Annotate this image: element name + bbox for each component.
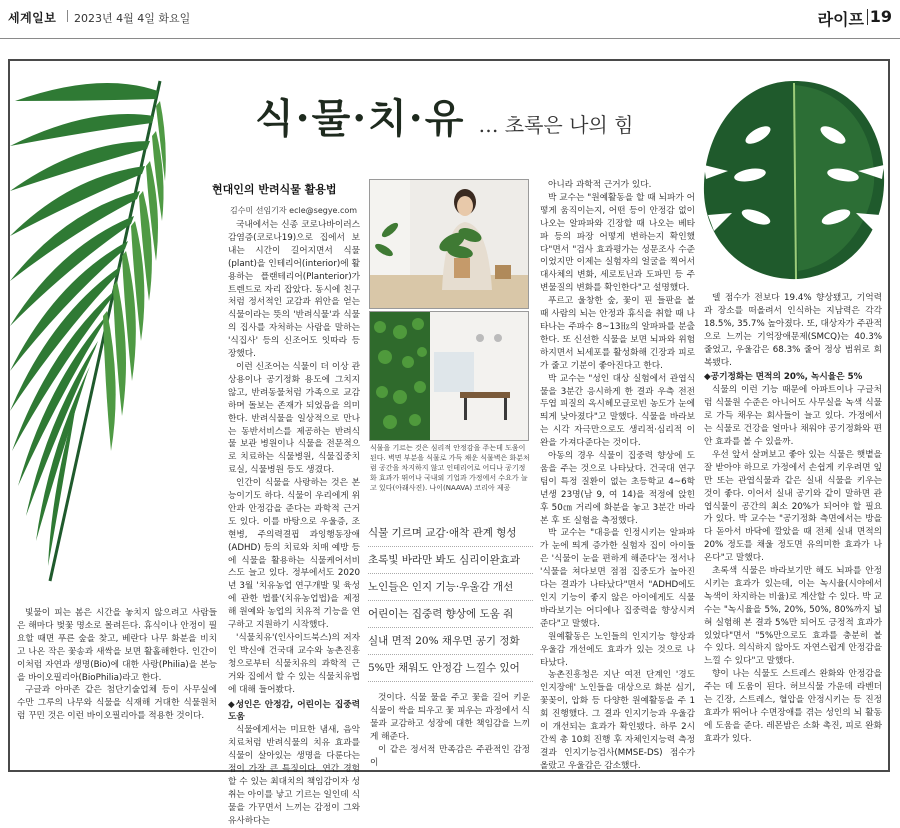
paragraph: 국내에서는 신종 코로나바이러스 감염증(코로나19)으로 집에서 보내는 시간이 길어지면서 식물(plant)을 인테리어(interior)에 활용하는 플랜테리어(Planterior)가 트렌드로 자리 잡았다. 동시에 친구처럼 정서적인 교감과 위안을 얻는 식물이라는 뜻의 '반려식물'과 식물의 집사를 자처하는 사람을 말하는 '식집사' 등의 신조어도 잇따라 등장했다. [228, 220, 360, 360]
subheading: ◆공기정화는 면적의 20%, 녹시율은 5% [704, 372, 863, 383]
pull-quote [368, 520, 533, 682]
paragraph: 박 교수는 "원예활동을 할 때 뇌파가 어떻게 움직이는지, 어떤 등이 안정감 없이 나오는 알파파와 긴장할 때 나오는 베타파 등의 파장 어떻게 변하는지 확인했다"면서 "검사 효과평가는 성문조사 수준이었지만 이제는 실험자의 얼굴을 찍어서 대사체의 변화, 세로토닌과 도파민 등 주변물질의 변화를 확인한다"고 설명했다. [540, 192, 695, 294]
pull-quote-line: 어린이는 집중력 향상에 도움 줘 [368, 601, 533, 628]
caption-text: 식물을 기르는 것은 심리적 안정감을 주는데 도움이 된다. 벽면 부분을 식물로 가득 채운 식물벽은 화분처럼 공간을 차지하지 않고 인테리어로 어디나 공기정화 효과가 뛰어나 국내외 기업과 가정에서 수요가 늘고 있다(아래사진). [370, 444, 530, 492]
paragraph: 식물의 이런 기능 때문에 아파트이나 구글처럼 식물원 수준은 아니어도 사무실을 녹색 식물로 가득 채우는 회사들이 늘고 있다. 가정에서는 식물로 건강을 얼마나 채워야 공기정화와 편안 효과를 볼 수 있을까. [704, 385, 882, 447]
paragraph: 델 점수가 전보다 19.4% 향상됐고, 기억력과 장소를 떠올려서 인식하는 지남력은 각각 18.5%, 35.7% 높아졌다. 또, 대상자가 주관적으로 느끼는 기억장애문제(SMCQ)는 40.3% 줄었고, 우울감은 68.3% 줄어 정상 범위로 회복됐다. [704, 293, 882, 368]
article-title: 식·물·치·유 [255, 95, 466, 142]
byline: 김수미 선임기자 ecle@segye.com [230, 206, 358, 215]
paragraph: 향이 나는 식물도 스트레스 완화와 안정감을 주는 데 도움이 된다. 허브식물 가운데 라벤더는 긴장, 스트레스, 혈압을 안정시키는 등 진정효과가 뛰어나 수면장애를 겪는 성인의 뇌 활동에 도움을 준다. 레몬밤은 소화 촉진, 피로 완화 효과가 있다. [704, 669, 882, 744]
header-divider [67, 10, 68, 22]
paragraph: 이런 신조어는 식물이 더 이상 관상용이나 공기정화 용도에 그치지 않고, 반려동물처럼 가족으로 교감하며 돌보는 존재가 되었음을 의미한다. 반려식물을 일상적으로 만나는 동반서비스를 제공하는 반려식물 보관 병원이나 식물을 전문적으로 치료하는 식물병원, 식물집중치료실, 식물병원 등도 생겼다. [228, 361, 360, 476]
paragraph: 식물에게서는 미묘한 냄새, 음악치료처럼 반려식물의 치유 효과를 식물이 살아있는 생명을 다룬다는 점이 가장 큰 특징이다. 연간 경험할 수 있는 최대치의 책임감이자 성취는 아이를 낳고 기르는 일인데 식물을 가꾸면서 느끼는 감정이 그와 유사하다는 [228, 725, 360, 826]
text-column-b-tail [370, 692, 530, 768]
page-header [0, 0, 900, 39]
palm-leaf-icon [10, 61, 170, 601]
paragraph: 푸르고 울창한 숲, 꽃이 핀 들판을 볼 때 사람의 뇌는 안정과 휴식을 취할 때 나타나는 주파수 8~13㎐의 알파파를 분출한다. 또 신선한 식물을 보면 뇌파와 위험하지면서 뇌세포를 활성화해 긴장과 피로가 줄고 기분이 좋아진다고 한다. [540, 296, 695, 371]
photo-woman-plants [369, 179, 529, 309]
pull-quote-line: 노인들은 인지 기능·우울감 개선 [368, 574, 533, 601]
paragraph: 것이다. 식물 물을 주고 꽃을 길어 키운 식물이 싹을 틔우고 꽃 피우는 과정에서 식물과 교감하고 성장에 대한 책임감을 느끼게 해준다. [370, 693, 530, 742]
text-column-c [704, 292, 882, 768]
paragraph: 우선 앞서 살펴보고 좋아 있는 식물은 햇볕을 잘 받아야 하므로 가정에서 손쉽게 키우려면 잎만 또는 관엽식물과 같은 실내 식물을 키우는 것이 좋다. 이어서 실내 공기와 같이 말하면 관엽식물이 공간의 최소 20%가 되어야 할 필요가 있다. 박 교수는 "공기정화 측면에서는 방을 다 돋아서 바닥에 깔았을 때 전체 실내 면적의 20% 정도를 채울 정도면 유의미한 효과가 나온다"고 말했다. [704, 449, 882, 564]
section-name: 라이프 [817, 10, 864, 29]
paragraph: 농촌진흥청은 지난 여전 단계인 '경도인지장애' 노인들을 대상으로 화분 심기, 꽃꽂이, 압화 등 다양한 원예활동을 주 1회 진행했다. 그 결과 인지기능과 우울감이 개선되는 효과가 확인됐다. 하루 2시간씩 총 10회 진행 후 자체인지능력 측정 결과 인지기능검사(MMSE-DS) 점수가 올랐고 우울감은 감소했다. [540, 670, 695, 771]
text-column-left [17, 607, 217, 767]
paragraph: 구글과 아마존 같은 첨단기술업체 등이 사무실에 수만 그루의 나무와 식물을 식재해 거대한 식물원처럼 꾸민 것은 이런 바이오필리아를 적용한 것이다. [17, 685, 217, 722]
photo-caption [370, 443, 530, 493]
paragraph: 박 교수는 "성인 대상 실험에서 관엽식물을 3분간 응시하게 한 결과 우측 전전두엽 피질의 옥시헤모글로빈 농도가 눈에 띄게 낮아졌다"고 말했다. 식물을 바라보는 시각 자극만으로도 생리적·심리적 이완을 가져다준다는 것이다. [540, 373, 695, 449]
text-column-a [228, 219, 360, 826]
paragraph: '식물치유'(인사이드북스)의 저자인 박신애 건국대 교수와 농촌진흥청으로부터 식물치유의 과학적 근거와 집에서 할 수 있는 식물치유법에 대해 들어봤다. [228, 633, 360, 695]
paragraph: 인간이 식물을 사랑하는 것은 본능이기도 하다. 식물이 우리에게 위안과 안정감을 준다는 과학적 근거도 있다. 이를 바탕으로 우울증, 조현병, 주의력결핍 과잉행동장애(ADHD) 등의 치료와 치매 예방 등에 식물을 활용하는 식물케어서비스도 늘고 있다. 정부에서도 2020년 3월 '치유농업 연구개발 및 육성에 관한 법률'(치유농업법)을 제정해 원예와 농업의 치유적 기능을 연구하고 지원하기 시작했다. [228, 478, 360, 631]
pull-quote-line: 초록빛 바라만 봐도 심리이완효과 [368, 547, 533, 574]
page-number: 19 [869, 7, 892, 26]
article-kicker: 현대인의 반려식물 활용법 [212, 183, 337, 196]
paragraph: 빛물이 피는 봄은 시간을 놓치지 않으려고 사람들은 해마다 벚꽃 명소로 몰려든다. 휴식이나 안정이 필요할 때면 푸른 숲을 찾고, 베란다 나무 화분을 비치고 나온 작은 꽃송과 새싹을 보면 활홀해한다. 인간이 이처럼 자연과 생명(Bio)에 대한 사랑(Philia)을 본능을 바이오필리아(BioPhilia)라고 한다. [17, 608, 217, 683]
pull-quote-line: 실내 면적 20% 채우면 공기 정화 [368, 628, 533, 655]
newspaper-name: 세계일보 [8, 11, 57, 25]
paragraph: 이 같은 정서적 만족감은 주관적인 감정이 [370, 744, 530, 768]
photo-green-wall [369, 311, 529, 441]
paragraph: 아동의 경우 식물이 집중력 향상에 도움을 주는 것으로 나타났다. 건국대 연구팀이 특정 질환이 없는 초등학교 4~6학년생 23명(남 9, 여 14)을 적정에 앉힌 후 50㎝ 거리에 화분을 놓고 3분간 바라본 후 또 실험을 측정했다. [540, 451, 695, 526]
paragraph: 박 교수는 "대응을 인정시키는 알파파가 눈에 띄게 증가한 실험자 집이 아이들은 '식물이 눈을 편하게 해준다'는 정서나 '식물을 쳐다보면 점점 집중도가 높아진다는 결과가 나타났다"면서 "ADHD에도 인지 기능이 좋지 않은 아이에게도 식물 바라보기는 어디에나 집중력을 향상시켜준다"고 말했다. [540, 528, 695, 629]
paragraph: 초록색 식물은 바라보기만 해도 뇌파를 안정시키는 효과가 있는데, 이는 녹시율(시야에서 녹색이 차지하는 비율)로 계산할 수 있다. 박 교수는 "녹시율을 5%, 20%, 50%, 80%까지 넓혀 실험해 본 결과 5%만 되어도 긍정적 효과가 있었다"면서 "5%만으로도 효과를 충분히 볼 수 있다. 의식하지 않아도 자연스럽게 안정감을 느낄 수 있다"고 말했다. [704, 566, 882, 667]
page-number-divider [867, 9, 868, 25]
caption-credit: 나이(NAAVA) 코리아 제공 [429, 484, 511, 492]
pull-quote-line: 식물 기르며 교감·애착 관계 형성 [368, 520, 533, 547]
paragraph: 원예활동은 노인들의 인지기능 향상과 우울감 개선에도 효과가 있는 것으로 나타났다. [540, 631, 695, 668]
monstera-leaf-icon [698, 75, 890, 283]
paragraph: 아니라 과학적 근거가 있다. [548, 180, 652, 190]
issue-date: 2023년 4월 4일 화요일 [74, 12, 191, 25]
pull-quote-line: 5%만 채워도 안정감 느낄수 있어 [368, 655, 533, 682]
article-subtitle: … 초록은 나의 힘 [478, 113, 634, 137]
text-column-b [540, 179, 695, 769]
subheading: ◆성인은 안정감, 어린이는 집중력 도움 [228, 699, 360, 723]
article-title-block [255, 95, 633, 143]
